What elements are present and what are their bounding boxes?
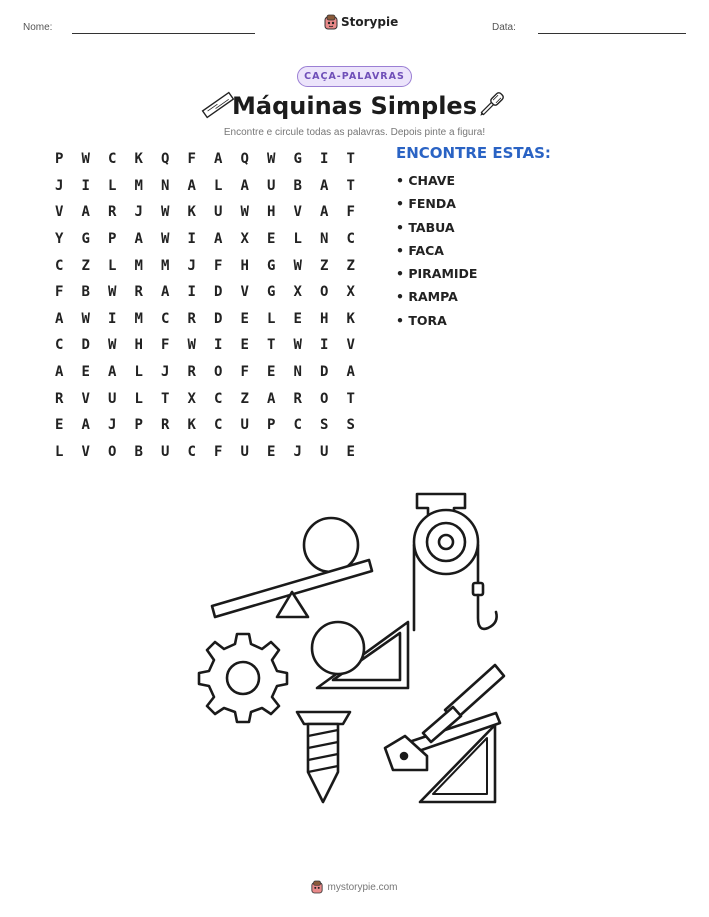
grid-letter[interactable]: W — [293, 337, 302, 354]
grid-letter[interactable]: S — [346, 417, 355, 434]
grid-letter[interactable]: T — [346, 390, 355, 407]
grid-letter[interactable]: A — [55, 310, 64, 327]
grid-letter[interactable]: A — [320, 204, 329, 221]
grid-letter[interactable]: K — [346, 310, 355, 327]
grid-letter[interactable]: D — [81, 337, 90, 354]
grid-letter[interactable]: V — [240, 284, 249, 301]
grid-letter[interactable]: W — [267, 151, 276, 168]
grid-letter[interactable]: A — [320, 177, 329, 194]
grid-letter[interactable]: X — [187, 390, 196, 407]
grid-letter[interactable]: Z — [240, 390, 249, 407]
grid-letter[interactable]: A — [134, 231, 143, 248]
grid-letter[interactable]: F — [55, 284, 64, 301]
grid-letter[interactable]: T — [346, 177, 355, 194]
grid-letter[interactable]: Z — [81, 257, 90, 274]
grid-letter[interactable]: C — [187, 443, 196, 460]
grid-letter[interactable]: L — [293, 231, 302, 248]
grid-letter[interactable]: R — [161, 417, 170, 434]
word-list — [396, 171, 477, 334]
name-label: Nome: — [23, 22, 53, 33]
word-list-item: • TABUA — [396, 219, 455, 235]
grid-letter[interactable]: A — [214, 231, 223, 248]
grid-letter[interactable]: C — [161, 310, 170, 327]
grid-letter[interactable]: H — [134, 337, 143, 354]
footer — [0, 880, 709, 894]
grid-letter[interactable]: L — [134, 390, 143, 407]
grid-letter[interactable]: Q — [161, 151, 170, 168]
grid-letter[interactable]: N — [161, 177, 170, 194]
grid-letter[interactable]: W — [81, 151, 90, 168]
grid-letter[interactable]: W — [293, 257, 302, 274]
grid-letter[interactable]: U — [240, 417, 249, 434]
grid-letter[interactable]: G — [293, 151, 302, 168]
grid-letter[interactable]: I — [81, 177, 90, 194]
grid-letter[interactable]: J — [108, 417, 117, 434]
grid-letter[interactable]: F — [187, 151, 196, 168]
grid-letter[interactable]: A — [161, 284, 170, 301]
grid-letter[interactable]: W — [108, 284, 117, 301]
name-field-line[interactable] — [72, 33, 255, 34]
word-list-item: • FACA — [396, 242, 444, 258]
grid-letter[interactable]: Z — [346, 257, 355, 274]
grid-letter[interactable]: C — [108, 151, 117, 168]
grid-letter[interactable]: Y — [55, 231, 64, 248]
grid-letter[interactable]: I — [187, 231, 196, 248]
grid-letter[interactable]: I — [320, 337, 329, 354]
grid-letter[interactable]: D — [320, 364, 329, 381]
grid-letter[interactable]: O — [214, 364, 223, 381]
grid-letter[interactable]: F — [161, 337, 170, 354]
grid-letter[interactable]: V — [81, 443, 90, 460]
word-list-title: ENCONTRE ESTAS: — [396, 144, 551, 162]
grid-letter[interactable]: F — [240, 364, 249, 381]
grid-letter[interactable]: B — [81, 284, 90, 301]
grid-letter[interactable]: X — [240, 231, 249, 248]
header — [0, 14, 709, 44]
grid-letter[interactable]: U — [108, 390, 117, 407]
grid-letter[interactable]: O — [108, 443, 117, 460]
page-title: Máquinas Simples — [232, 92, 477, 120]
grid-letter[interactable]: A — [108, 364, 117, 381]
grid-letter[interactable]: V — [81, 390, 90, 407]
grid-letter[interactable]: C — [293, 417, 302, 434]
grid-letter[interactable]: A — [214, 151, 223, 168]
grid-letter[interactable]: M — [134, 257, 143, 274]
grid-letter[interactable]: I — [320, 151, 329, 168]
grid-letter[interactable]: V — [346, 337, 355, 354]
grid-letter[interactable]: J — [55, 177, 64, 194]
grid-letter[interactable]: T — [267, 337, 276, 354]
grid-letter[interactable]: G — [267, 284, 276, 301]
grid-letter[interactable]: D — [214, 310, 223, 327]
grid-letter[interactable]: O — [320, 284, 329, 301]
grid-letter[interactable]: X — [346, 284, 355, 301]
word-list-item: • PIRAMIDE — [396, 266, 478, 282]
grid-letter[interactable]: R — [55, 390, 64, 407]
grid-letter[interactable]: O — [320, 390, 329, 407]
grid-letter[interactable]: P — [55, 151, 64, 168]
grid-letter[interactable]: A — [240, 177, 249, 194]
grid-letter[interactable]: L — [108, 177, 117, 194]
grid-letter[interactable]: T — [161, 390, 170, 407]
grid-letter[interactable]: L — [214, 177, 223, 194]
grid-letter[interactable]: W — [240, 204, 249, 221]
grid-letter[interactable]: A — [346, 364, 355, 381]
grid-letter[interactable]: E — [267, 364, 276, 381]
grid-letter[interactable]: M — [134, 310, 143, 327]
grid-letter[interactable]: U — [214, 204, 223, 221]
word-list-item: • CHAVE — [396, 173, 456, 188]
grid-letter[interactable]: H — [320, 310, 329, 327]
grid-letter[interactable]: A — [55, 364, 64, 381]
grid-letter[interactable]: R — [293, 390, 302, 407]
grid-letter[interactable]: C — [55, 257, 64, 274]
word-list-item: • TORA — [396, 312, 447, 328]
grid-letter[interactable]: K — [134, 151, 143, 168]
grid-letter[interactable]: M — [134, 177, 143, 194]
grid-letter[interactable]: B — [293, 177, 302, 194]
screwdriver-icon — [474, 88, 508, 122]
grid-letter[interactable]: U — [240, 443, 249, 460]
grid-letter[interactable]: H — [240, 257, 249, 274]
grid-letter[interactable]: U — [320, 443, 329, 460]
grid-letter[interactable]: I — [108, 310, 117, 327]
grid-letter[interactable]: Q — [240, 151, 249, 168]
grid-letter[interactable]: U — [267, 177, 276, 194]
date-label: Data: — [492, 22, 516, 33]
grid-letter[interactable]: H — [267, 204, 276, 221]
screw-icon — [297, 712, 350, 802]
worksheet-type-badge: CAÇA-PALAVRAS — [297, 66, 412, 87]
grid-letter[interactable]: I — [214, 337, 223, 354]
grid-letter[interactable]: U — [161, 443, 170, 460]
grid-letter[interactable]: R — [187, 310, 196, 327]
grid-letter[interactable]: B — [134, 443, 143, 460]
grid-letter[interactable]: L — [267, 310, 276, 327]
grid-letter[interactable]: A — [81, 204, 90, 221]
grid-letter[interactable]: E — [55, 417, 64, 434]
grid-letter[interactable]: Z — [320, 257, 329, 274]
seesaw-lever-icon — [212, 518, 372, 617]
grid-letter[interactable]: I — [187, 284, 196, 301]
grid-letter[interactable]: W — [161, 231, 170, 248]
grid-letter[interactable]: J — [293, 443, 302, 460]
grid-letter[interactable]: K — [187, 417, 196, 434]
grid-letter[interactable]: J — [161, 364, 170, 381]
grid-letter[interactable]: W — [161, 204, 170, 221]
grid-letter[interactable]: G — [81, 231, 90, 248]
ramp-ball-icon — [312, 622, 408, 688]
footer-url[interactable]: mystorypie.com — [327, 881, 398, 893]
grid-letter[interactable]: E — [267, 231, 276, 248]
brand-logo — [324, 14, 398, 30]
grid-letter[interactable]: C — [55, 337, 64, 354]
grid-letter[interactable]: J — [187, 257, 196, 274]
grid-letter[interactable]: E — [240, 337, 249, 354]
grid-letter[interactable]: E — [240, 310, 249, 327]
word-search-grid[interactable] — [46, 146, 364, 465]
instructions: Encontre e circule todas as palavras. Depois pinte a figura! — [223, 127, 486, 138]
grid-letter[interactable]: V — [55, 204, 64, 221]
grid-letter[interactable]: K — [187, 204, 196, 221]
grid-letter[interactable]: R — [187, 364, 196, 381]
grid-letter[interactable]: L — [55, 443, 64, 460]
grid-letter[interactable]: M — [161, 257, 170, 274]
word-list-item: • FENDA — [396, 196, 456, 212]
grid-letter[interactable]: R — [134, 284, 143, 301]
grid-letter[interactable]: G — [267, 257, 276, 274]
grid-letter[interactable]: C — [214, 390, 223, 407]
grid-letter[interactable]: L — [108, 257, 117, 274]
grid-letter[interactable]: W — [187, 337, 196, 354]
grid-letter[interactable]: E — [81, 364, 90, 381]
grid-letter[interactable]: J — [134, 204, 143, 221]
grid-letter[interactable]: F — [214, 443, 223, 460]
grid-letter[interactable]: P — [267, 417, 276, 434]
grid-letter[interactable]: F — [346, 204, 355, 221]
grid-letter[interactable]: A — [267, 390, 276, 407]
date-field-line[interactable] — [538, 33, 686, 34]
grid-letter[interactable]: X — [293, 284, 302, 301]
grid-letter[interactable]: W — [108, 337, 117, 354]
grid-letter[interactable]: E — [346, 443, 355, 460]
grid-letter[interactable]: C — [346, 231, 355, 248]
grid-letter[interactable]: F — [214, 257, 223, 274]
pulley-hook-icon — [414, 494, 497, 630]
brand-name: Storypie — [341, 15, 399, 29]
grid-letter[interactable]: D — [214, 284, 223, 301]
grid-letter[interactable]: S — [320, 417, 329, 434]
grid-letter[interactable]: A — [81, 417, 90, 434]
grid-letter[interactable]: N — [293, 364, 302, 381]
word-list-item: • RAMPA — [396, 289, 458, 305]
simple-machines-illustration[interactable] — [195, 480, 515, 810]
grid-letter[interactable]: T — [346, 151, 355, 168]
storypie-logo-icon — [324, 14, 338, 30]
grid-letter[interactable]: E — [267, 443, 276, 460]
grid-letter[interactable]: P — [108, 231, 117, 248]
grid-letter[interactable]: P — [134, 417, 143, 434]
grid-letter[interactable]: L — [134, 364, 143, 381]
grid-letter[interactable]: V — [293, 204, 302, 221]
grid-letter[interactable]: W — [81, 310, 90, 327]
gear-icon — [199, 634, 287, 722]
storypie-logo-icon — [311, 880, 323, 894]
grid-letter[interactable]: E — [293, 310, 302, 327]
grid-letter[interactable]: N — [320, 231, 329, 248]
grid-letter[interactable]: C — [214, 417, 223, 434]
grid-letter[interactable]: A — [187, 177, 196, 194]
grid-letter[interactable]: R — [108, 204, 117, 221]
